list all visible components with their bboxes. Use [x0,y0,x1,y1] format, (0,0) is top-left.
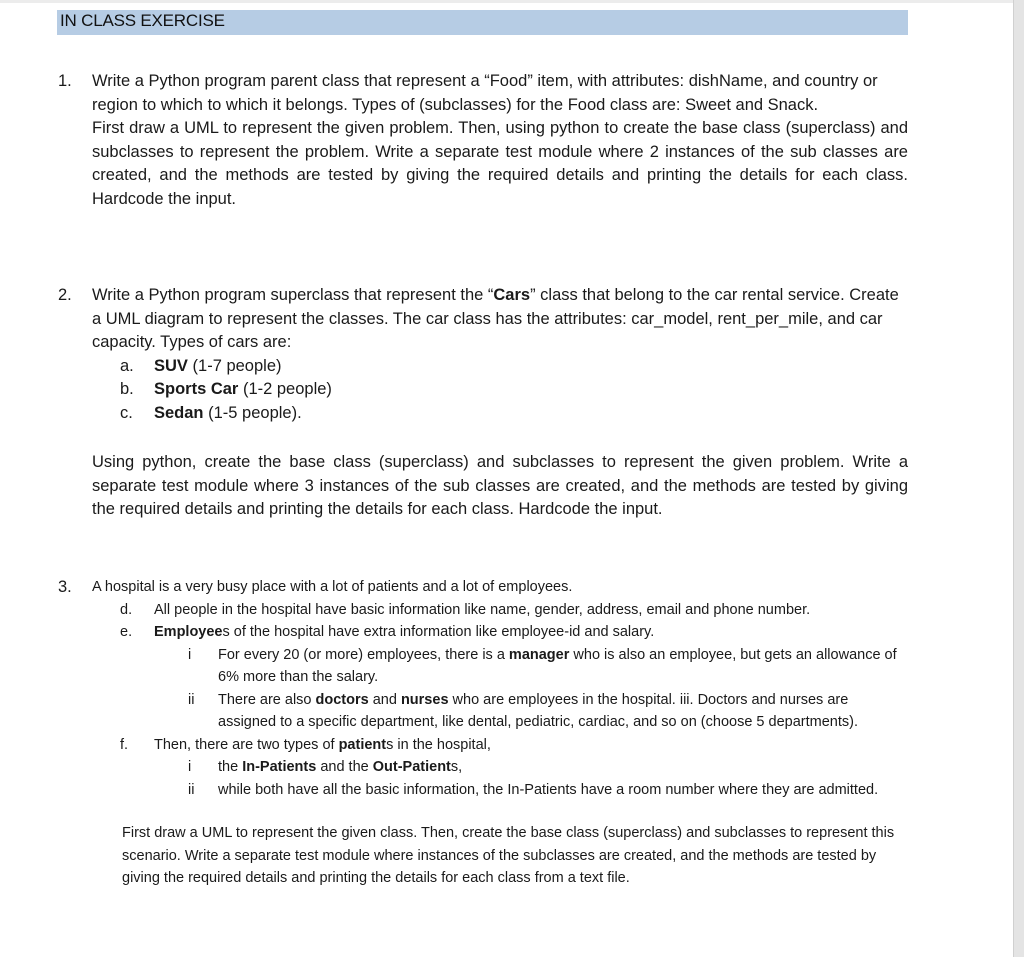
question-text: Write a Python program superclass that represent the “Cars” class that belong to the car rental service. Create a UML diagram to represent the classes. The car class has the attributes: car_model, rent_per_mile, and car capacity. Types of cars are: [92,286,899,351]
page-title: IN CLASS EXERCISE [57,10,908,35]
question-number: 1. [58,72,72,90]
list-item: e. Employees of the hospital have extra information like employee-id and salary. [120,624,655,640]
list-item: ii There are also doctors and nurses who are employees in the hospital. iii. Doctors and nurses are assigned to a specific department, like dental, pediatric, cardiac, and so on (choose 5 departments). [188,691,858,730]
list-item: i the In-Patients and the Out-Patients, [188,759,463,775]
question-instructions: First draw a UML to represent the given problem. Then, using python to create the base class (superclass) and subclasses to represent the problem. Write a separate test module where 2 instances of the sub classes are created, and the methods are tested by giving the required details and printing the details for each class. Hardcode the input. [92,119,908,208]
question-text: A hospital is a very busy place with a lot of patients and a lot of employees. [92,579,573,595]
list-item: c. Sedan (1-5 people). [120,403,302,422]
list-item: f. Then, there are two types of patients in the hospital, [120,736,491,753]
list-item: a. SUV (1-7 people) [120,356,282,375]
page-top-edge [0,0,1014,3]
list-item: d. All people in the hospital have basic information like name, gender, address, email and phone number. [120,601,811,618]
question-instructions: First draw a UML to represent the given class. Then, create the base class (superclass) and subclasses to represent this scenario. Write a separate test module where instances of the subclasses are created, and the methods are tested by giving the required details and printing the details for each class from a text file. [122,825,895,886]
list-item: i For every 20 (or more) employees, there is a manager who is also an employee, but gets an allowance of 6% more than the salary. [188,646,897,685]
question-instructions: Using python, create the base class (superclass) and subclasses to represent the given problem. Write a separate test module where 3 instances of the sub classes are created, and the methods are tested by giving the required details and printing the details for each class. Hardcode the input. [92,453,908,518]
list-item: b. Sports Car (1-2 people) [120,380,332,398]
list-item: ii while both have all the basic information, the In-Patients have a room number where they are admitted. [188,781,879,798]
question-number: 2. [58,286,72,304]
question-number: 3. [58,578,72,596]
page-right-edge [1013,0,1024,957]
cars-class-name: Cars [493,286,531,304]
question-text: Write a Python program parent class that represent a “Food” item, with attributes: dishName, and country or region to which to which it belongs. Types of (subclasses) for the Food class are: Sweet and Snack. [92,72,878,114]
